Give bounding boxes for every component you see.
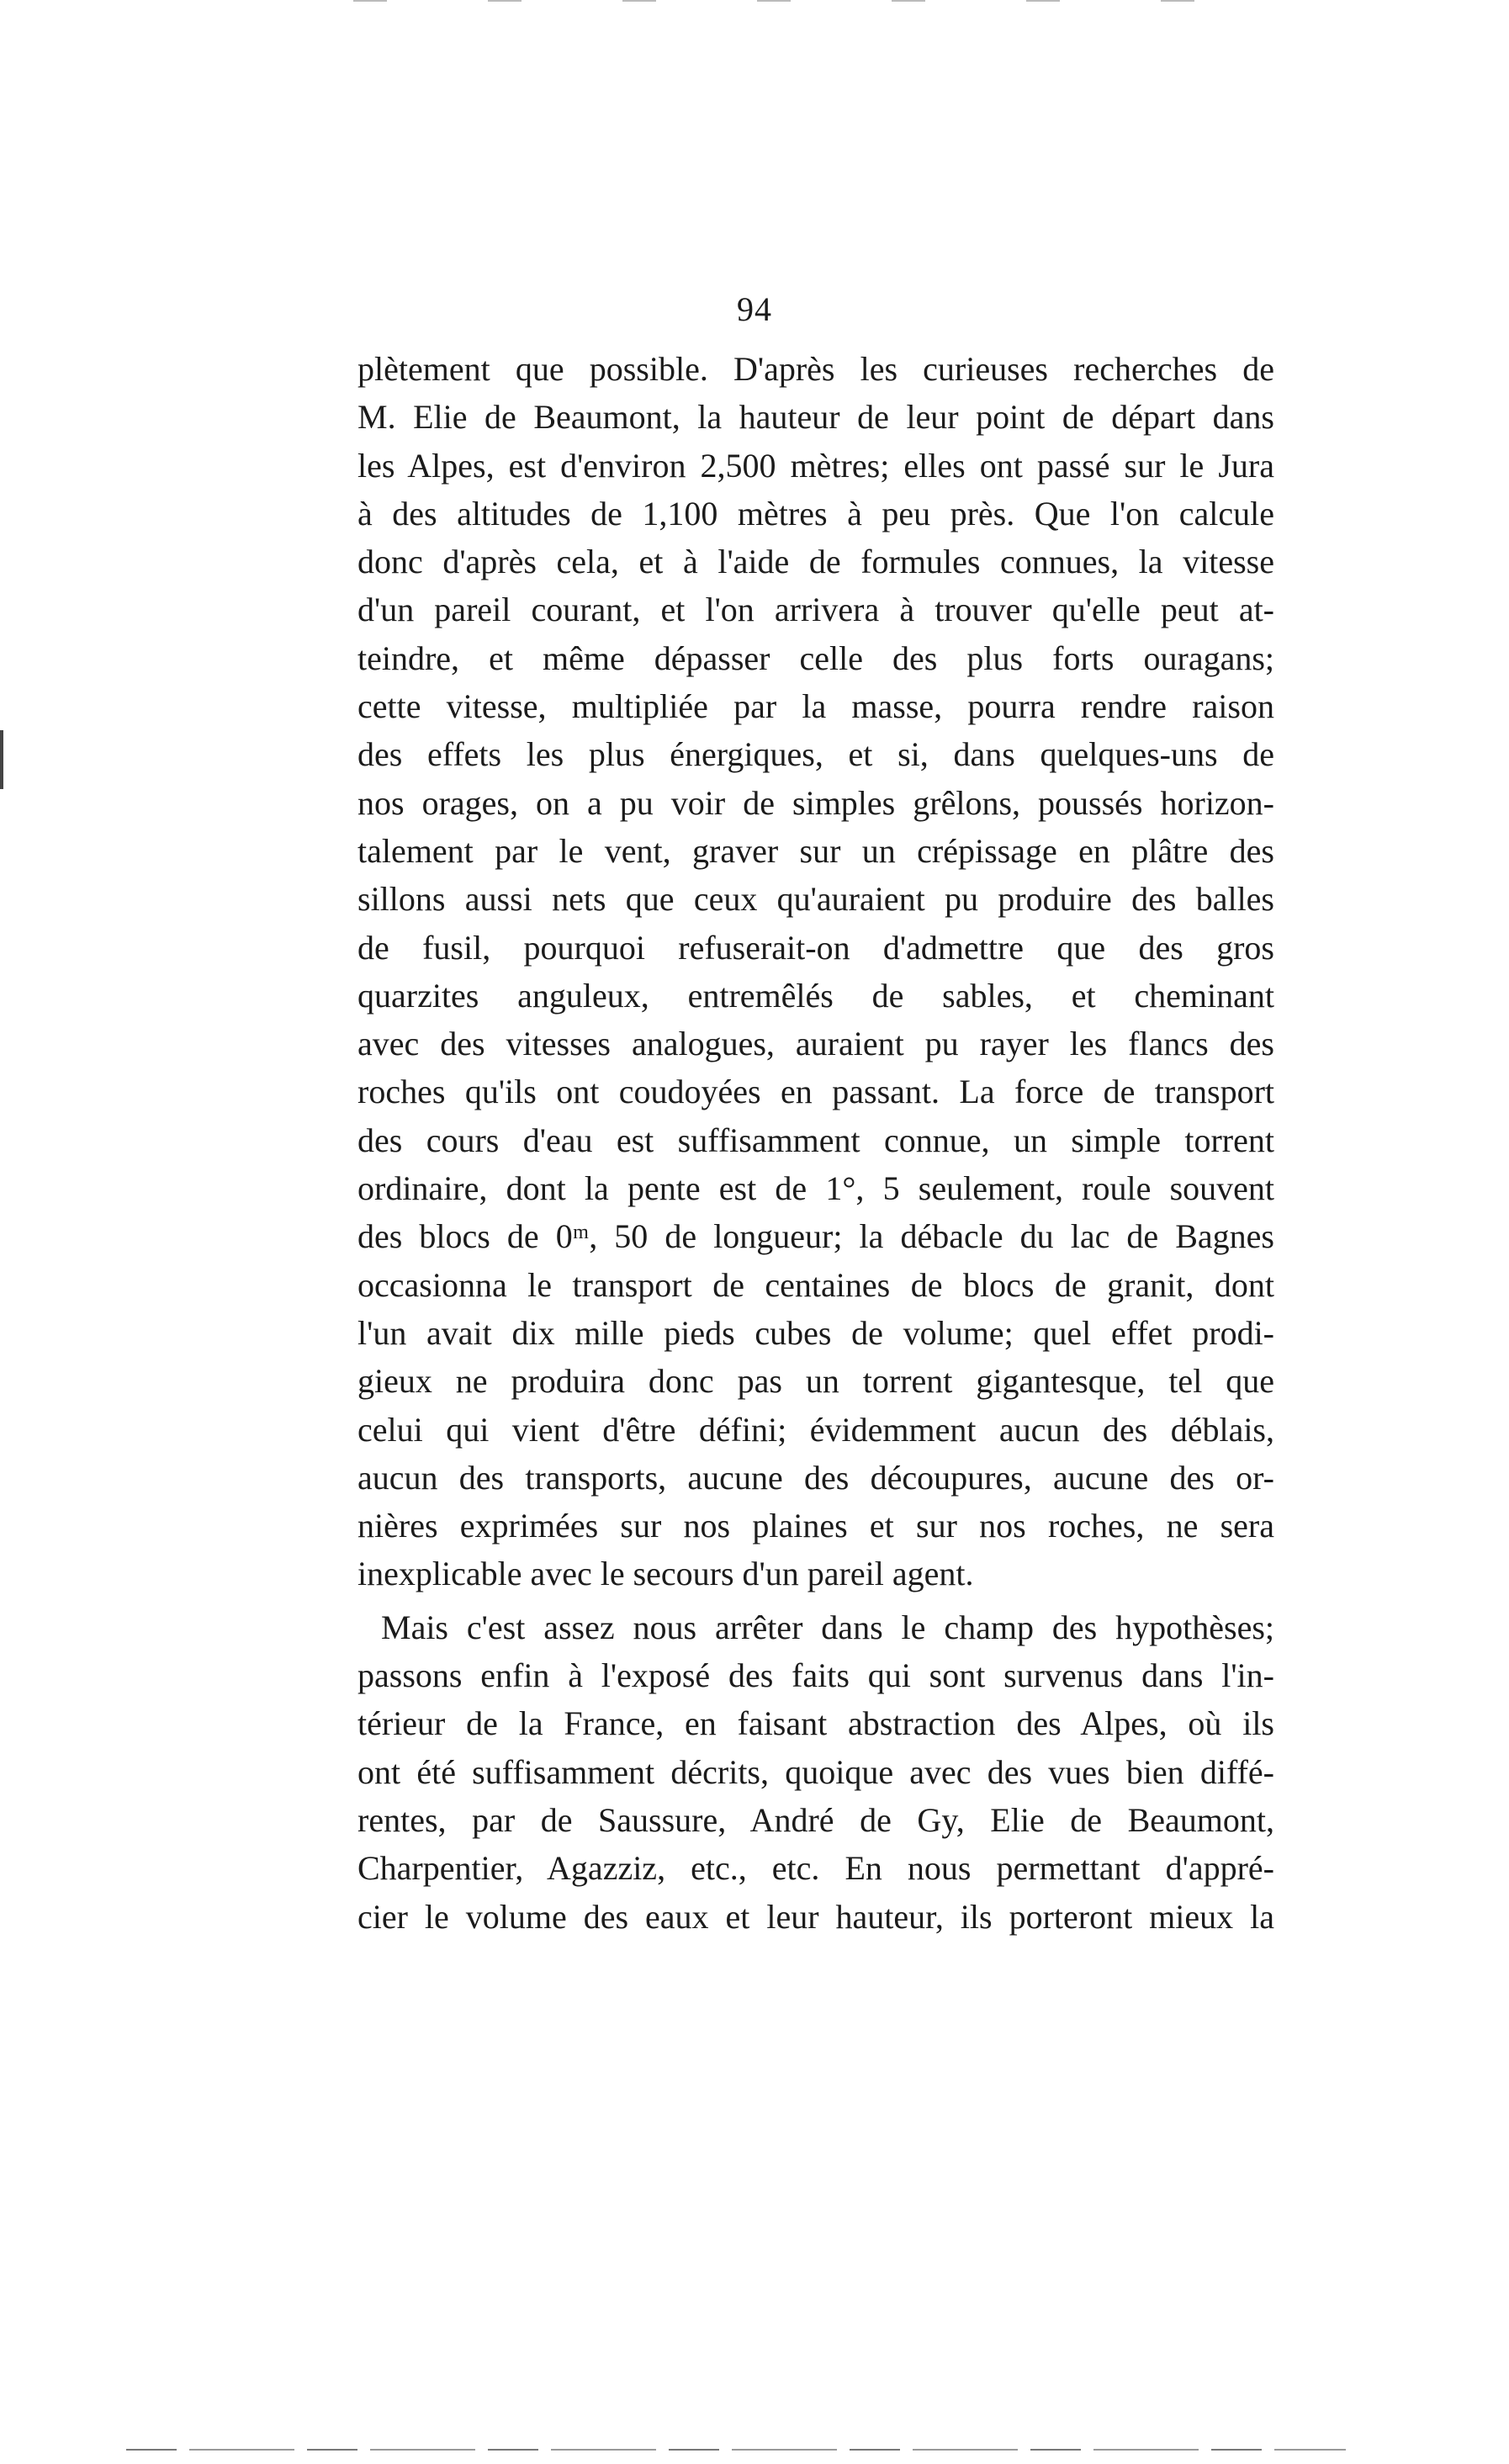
page-number: 94: [737, 290, 772, 328]
text-line: rentes, par de Saussure, André de Gy, Elie de Beaumont,: [357, 1800, 1274, 1839]
text-line: gieux ne produira donc pas un torrent gigantesque, tel que: [357, 1362, 1274, 1401]
text-line: de fusil, pourquoi refuserait-on d'admettre que des gros: [357, 928, 1274, 967]
text-line: donc d'après cela, et à l'aide de formules connues, la vitesse: [357, 543, 1274, 581]
text-line: roches qu'ils ont coudoyées en passant. La force de transport: [357, 1073, 1274, 1111]
text-line: M. Elie de Beaumont, la hauteur de leur point de départ dans: [357, 398, 1274, 437]
text-line: cette vitesse, multipliée par la masse, pourra rendre raison: [357, 687, 1274, 726]
text-line: occasionna le transport de centaines de blocs de granit, dont: [357, 1265, 1274, 1304]
text-line: d'un pareil courant, et l'on arrivera à trouver qu'elle peut at-: [357, 591, 1274, 629]
text-line: nières exprimées sur nos plaines et sur nos roches, ne sera: [357, 1507, 1274, 1545]
text-line: plètement que possible. D'après les curieuses recherches de: [357, 350, 1274, 388]
body-text: [357, 345, 1274, 1941]
text-line: quarzites anguleux, entremêlés de sables, et cheminant: [357, 976, 1274, 1015]
text-line: les Alpes, est d'environ 2,500 mètres; elles ont passé sur le Jura: [357, 446, 1274, 485]
text-line: cier le volume des eaux et leur hauteur, ils porteront mieux la: [357, 1897, 1274, 1936]
text-line: talement par le vent, graver sur un crépissage en plâtre des: [357, 831, 1274, 870]
text-line: à des altitudes de 1,100 mètres à peu près. Que l'on calcule: [357, 494, 1274, 533]
text-line: Mais c'est assez nous arrêter dans le champ des hypothèses;: [381, 1608, 1274, 1646]
text-line: sillons aussi nets que ceux qu'auraient pu produire des balles: [357, 880, 1274, 919]
text-line: ont été suffisamment décrits, quoique avec des vues bien diffé-: [357, 1752, 1274, 1791]
paragraph-1: [357, 345, 1274, 1598]
text-line: ordinaire, dont la pente est de 1°, 5 seulement, roule souvent: [357, 1169, 1274, 1208]
text-line: passons enfin à l'exposé des faits qui sont survenus dans l'in-: [357, 1656, 1274, 1695]
text-line: térieur de la France, en faisant abstraction des Alpes, où ils: [357, 1704, 1274, 1743]
text-line: des cours d'eau est suffisamment connue, un simple torrent: [357, 1121, 1274, 1159]
text-line: celui qui vient d'être défini; évidemment aucun des déblais,: [357, 1410, 1274, 1449]
text-line: des effets les plus énergiques, et si, dans quelques-uns de: [357, 735, 1274, 774]
scan-edge-top: [353, 0, 1194, 2]
text-line: Charpentier, Agazziz, etc., etc. En nous permettant d'appré-: [357, 1849, 1274, 1888]
text-line: teindre, et même dépasser celle des plus forts ouragans;: [357, 639, 1274, 677]
text-line: inexplicable avec le secours d'un pareil agent.: [357, 1555, 974, 1593]
text-line: des blocs de 0ᵐ, 50 de longueur; la débacle du lac de Bagnes: [357, 1217, 1274, 1256]
paragraph-2: [357, 1603, 1274, 1941]
text-line: nos orages, on a pu voir de simples grêlons, poussés horizon-: [357, 783, 1274, 822]
scan-margin-mark: [0, 730, 3, 789]
scan-edge-bottom: [126, 2449, 1346, 2451]
text-line: avec des vitesses analogues, auraient pu rayer les flancs des: [357, 1025, 1274, 1063]
text-line: l'un avait dix mille pieds cubes de volume; quel effet prodi-: [357, 1313, 1274, 1352]
text-line: aucun des transports, aucune des découpures, aucune des or-: [357, 1458, 1274, 1497]
